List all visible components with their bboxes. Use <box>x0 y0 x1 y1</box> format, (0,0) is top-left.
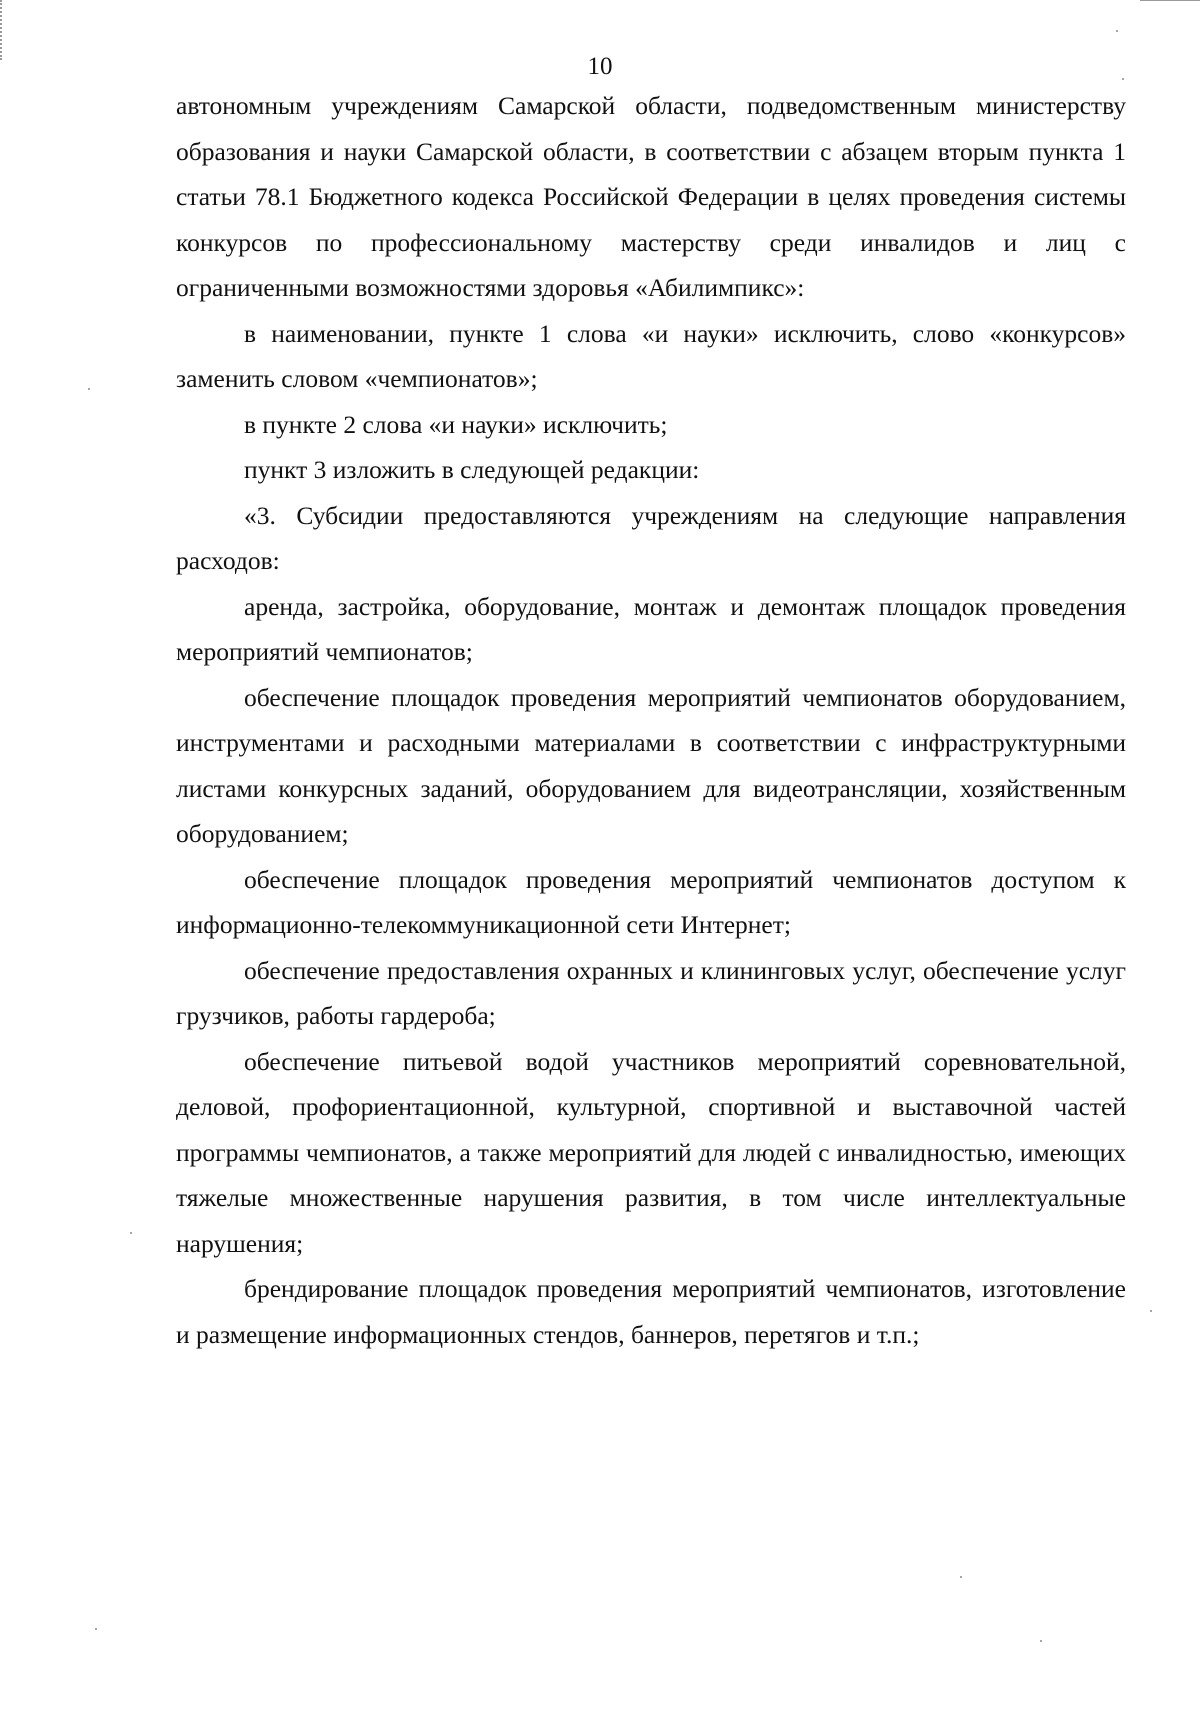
paragraph-1: автономным учреждениям Самарской области, подведомственным министерству образования и науки Самарской области, в соответствии с абзацем вторым пункта 1 статьи 78.1 Бюджетного кодекса Российской Федерации в целях проведения системы конкурсов по профессиональному мастерству среди инвалидов и лиц с ограниченными возможностями здоровья «Абилимпикс»: <box>176 91 1126 302</box>
scan-speck <box>960 1576 962 1578</box>
paragraph-6: аренда, застройка, оборудование, монтаж и демонтаж площадок проведения мероприятий чемпионатов; <box>176 591 1126 666</box>
scan-speck <box>95 1628 97 1630</box>
paragraph-10: обеспечение питьевой водой участников мероприятий соревновательной, деловой, профориентационной, культурной, спортивной и выставочной частей программы чемпионатов, а также мероприятий для людей с инвалидностью, имеющих тяжелые множественные нарушения развития, в том числе интеллектуальные нарушения; <box>176 1046 1126 1258</box>
paragraph-5: «3. Субсидии предоставляются учреждениям на следующие направления расходов: <box>176 500 1126 575</box>
paragraph-8: обеспечение площадок проведения мероприятий чемпионатов доступом к информационно-телекоммуникационной сети Интернет; <box>176 864 1126 939</box>
document-body <box>176 83 1126 1357</box>
scan-edge-mark <box>0 0 5 60</box>
paragraph-4: пункт 3 изложить в следующей редакции: <box>244 455 700 484</box>
page-number: 10 <box>587 53 613 80</box>
paragraph-11: брендирование площадок проведения мероприятий чемпионатов, изготовление и размещение информационных стендов, баннеров, перетягов и т.п.; <box>176 1274 1126 1349</box>
paragraph-3: в пункте 2 слова «и науки» исключить; <box>244 409 668 439</box>
scan-corner-line <box>1140 0 1200 1</box>
scan-speck <box>1122 78 1124 80</box>
paragraph-9: обеспечение предоставления охранных и клининговых услуг, обеспечение услуг грузчиков, работы гардероба; <box>176 955 1126 1030</box>
scan-speck <box>1150 1310 1152 1312</box>
paragraph-2: в наименовании, пункте 1 слова «и науки» исключить, слово «конкурсов» заменить словом «чемпионатов»; <box>176 318 1126 393</box>
paragraph-7: обеспечение площадок проведения мероприятий чемпионатов оборудованием, инструментами и расходными материалами в соответствии с инфраструктурными листами конкурсных заданий, оборудованием для видеотрансляции, хозяйственным оборудованием; <box>176 682 1126 848</box>
scan-speck <box>130 1232 132 1234</box>
scan-speck <box>1040 1640 1042 1642</box>
scan-speck <box>1116 30 1118 32</box>
scan-speck <box>88 388 90 390</box>
